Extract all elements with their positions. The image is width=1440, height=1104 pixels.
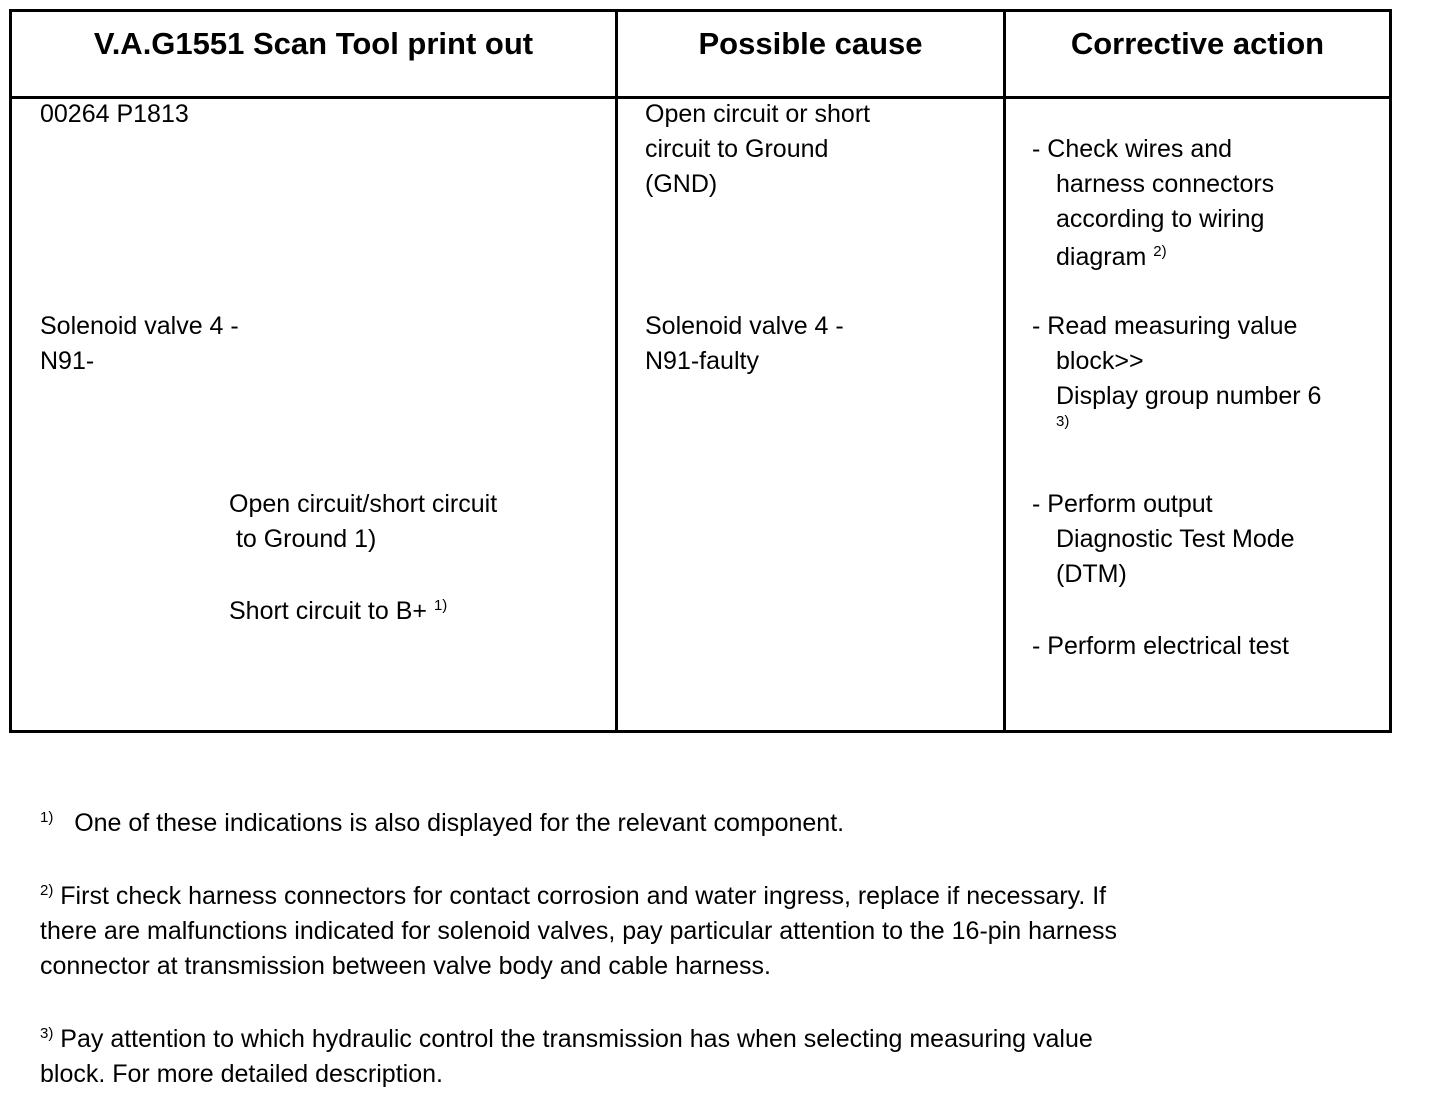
header-possible-cause: Possible cause xyxy=(698,26,923,61)
action-line: Diagnostic Test Mode xyxy=(1056,525,1295,553)
footnote-text: block. For more detailed description. xyxy=(40,1060,443,1088)
indication-line: to Ground 1) xyxy=(229,525,377,553)
indication-open-short-ground xyxy=(229,487,497,557)
action-line: according to wiring xyxy=(1056,205,1265,233)
footnote-3 xyxy=(40,1022,1093,1092)
fault-code: 00264 P1813 xyxy=(40,100,189,128)
cause-line: (GND) xyxy=(645,170,718,198)
column-divider xyxy=(1003,12,1006,730)
cause-open-short-ground xyxy=(645,97,870,202)
indication-text: Short circuit to B+ xyxy=(229,597,427,625)
footnote-1 xyxy=(40,806,844,841)
component-line: Solenoid valve 4 - xyxy=(40,312,239,340)
cause-solenoid-faulty xyxy=(645,309,844,379)
action-line: - Check wires and xyxy=(1032,135,1233,163)
footnote-text: Pay attention to which hydraulic control the transmission has when selecting measuring value xyxy=(53,1025,1093,1053)
footnote-ref: 3) xyxy=(1056,413,1070,430)
component-name xyxy=(40,309,239,379)
footnote-mark: 1) xyxy=(40,809,54,826)
action-electrical-test: - Perform electrical test xyxy=(1032,632,1290,660)
action-line: (DTM) xyxy=(1056,560,1127,588)
footnote-2 xyxy=(40,879,1117,984)
action-line: - Perform output xyxy=(1032,490,1213,518)
action-text: diagram xyxy=(1056,243,1147,271)
indication-line: Open circuit/short circuit xyxy=(229,490,498,518)
cause-line: Open circuit or short xyxy=(645,100,871,128)
footnote-ref: 1) xyxy=(433,597,448,614)
cause-line: circuit to Ground xyxy=(645,135,829,163)
action-check-wires xyxy=(1032,132,1274,275)
header-scan-tool-printout: V.A.G1551 Scan Tool print out xyxy=(93,26,534,61)
cause-line: Solenoid valve 4 - xyxy=(645,312,844,340)
cause-line: N91-faulty xyxy=(645,347,759,375)
action-line: harness connectors xyxy=(1056,170,1275,198)
footnote-mark: 3) xyxy=(40,1025,54,1042)
component-line: N91- xyxy=(40,347,95,375)
footnote-text: there are malfunctions indicated for solenoid valves, pay particular attention to the 16-pin harness xyxy=(40,917,1118,945)
footnote-text: connector at transmission between valve body and cable harness. xyxy=(40,952,771,980)
footnote-text: One of these indications is also displayed for the relevant component. xyxy=(74,809,845,837)
footnote-ref: 2) xyxy=(1153,243,1167,260)
action-perform-output-dtm xyxy=(1032,487,1295,592)
action-line: block>> xyxy=(1056,347,1144,375)
action-read-measuring-value xyxy=(1032,309,1321,430)
footnote-mark: 2) xyxy=(40,882,54,899)
column-divider xyxy=(615,12,618,730)
header-corrective-action: Corrective action xyxy=(1070,26,1325,61)
indication-short-b-plus xyxy=(229,594,447,629)
action-line: - Read measuring value xyxy=(1032,312,1298,340)
footnote-text: First check harness connectors for contact corrosion and water ingress, replace if necessary. If xyxy=(53,882,1107,910)
action-line: Display group number 6 xyxy=(1056,382,1322,410)
action-line xyxy=(1032,240,1274,275)
